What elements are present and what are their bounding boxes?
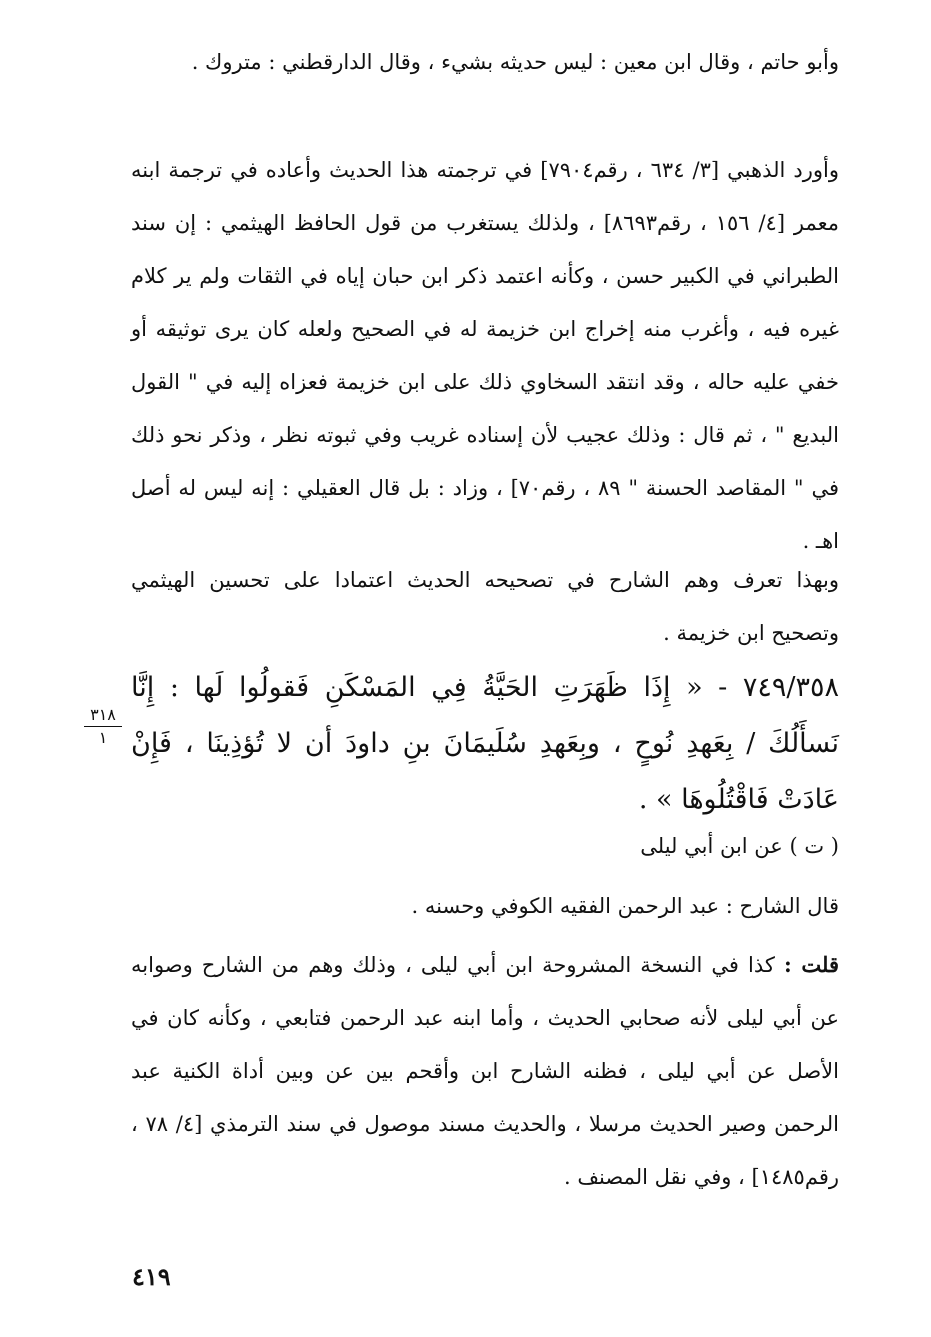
author-rebuttal: [131, 938, 839, 1204]
source-text: ( ت ) عن ابن أبي ليلى: [640, 834, 839, 858]
hadith-text: [131, 660, 839, 828]
marginal-part: ١: [98, 728, 108, 747]
paragraph-conclusion: [131, 554, 839, 660]
paragraph-text: وأبو حاتم ، وقال ابن معين : ليس حديثه بشيء ، وقال الدارقطني : متروك .: [191, 50, 839, 74]
marginal-divider: [84, 726, 122, 727]
page-number: ٤١٩: [132, 1262, 171, 1291]
commentator-statement: [131, 880, 839, 933]
paragraph-narrators: [131, 36, 839, 89]
marginal-volume-page: ٣١٨: [90, 705, 116, 724]
rebuttal-lead: قلت :: [783, 952, 839, 977]
paragraph-text: وأورد الذهبي [٣/ ٦٣٤ ، رقم٧٩٠٤] في ترجمته هذا الحديث وأعاده في ترجمة ابنه معمر [٤/ ١٥٦ ، رقم٨٦٩٣] ، ولذلك يستغرب من قول الحافظ الهيثمي : إن سند الطبراني في الكبير حسن ، وكأنه اعتمد ذكر ابن حبان إياه في الثقات ولم ير كلام غيره فيه ، وأغرب منه إخراج ابن خزيمة له في الصحيح ولعله كان يرى توثيقه أو خفي عليه حاله ، وقد انتقد السخاوي ذلك على ابن خزيمة فعزاه إليه في " القول البديع " ، ثم قال : وذلك عجيب لأن إسناده غريب وفي ثبوته نظر ، وذكر نحو ذلك في " المقاصد الحسنة " ٨٩ ، رقم٧٠] ، وزاد : بل قال العقيلي : إنه ليس له أصل اهـ .: [131, 158, 839, 553]
marginal-page-reference: [84, 706, 122, 747]
rebuttal-text: كذا في النسخة المشروحة ابن أبي ليلى ، وذلك وهم من الشارح وصوابه عن أبي ليلى لأنه صحابي الحديث ، وأما ابنه عبد الرحمن فتابعي ، وكأنه كان في الأصل عن أبي ليلى ، فظنه الشارح ابن وأقحم بين عن وبين أداة الكنية عبد الرحمن وصير الحديث مرسلا ، والحديث مسند موصول في سند الترمذي [٤/ ٧٨ ، رقم١٤٨٥] ، وفي نقل المصنف .: [131, 953, 839, 1189]
commentator-text: قال الشارح : عبد الرحمن الفقيه الكوفي وحسنه .: [411, 894, 839, 918]
hadith-source: [131, 820, 839, 873]
paragraph-dhahabi: [131, 144, 839, 568]
hadith-body: ٧٤٩/٣٥٨ - « إِذَا ظَهَرَتِ الحَيَّةُ فِي المَسْكَنِ فَقولُوا لَها : إِنَّا نَسأَلُكَ / بِعَهدِ نُوحٍ ، وبِعَهدِ سُلَيمَانَ بنِ داودَ أن لا تُؤذِينَا ، فَإِنْ عَادَتْ فَاقْتُلُوهَا » .: [131, 672, 839, 815]
paragraph-text: وبهذا تعرف وهم الشارح في تصحيحه الحديث اعتمادا على تحسين الهيثمي وتصحيح ابن خزيمة .: [131, 568, 839, 645]
